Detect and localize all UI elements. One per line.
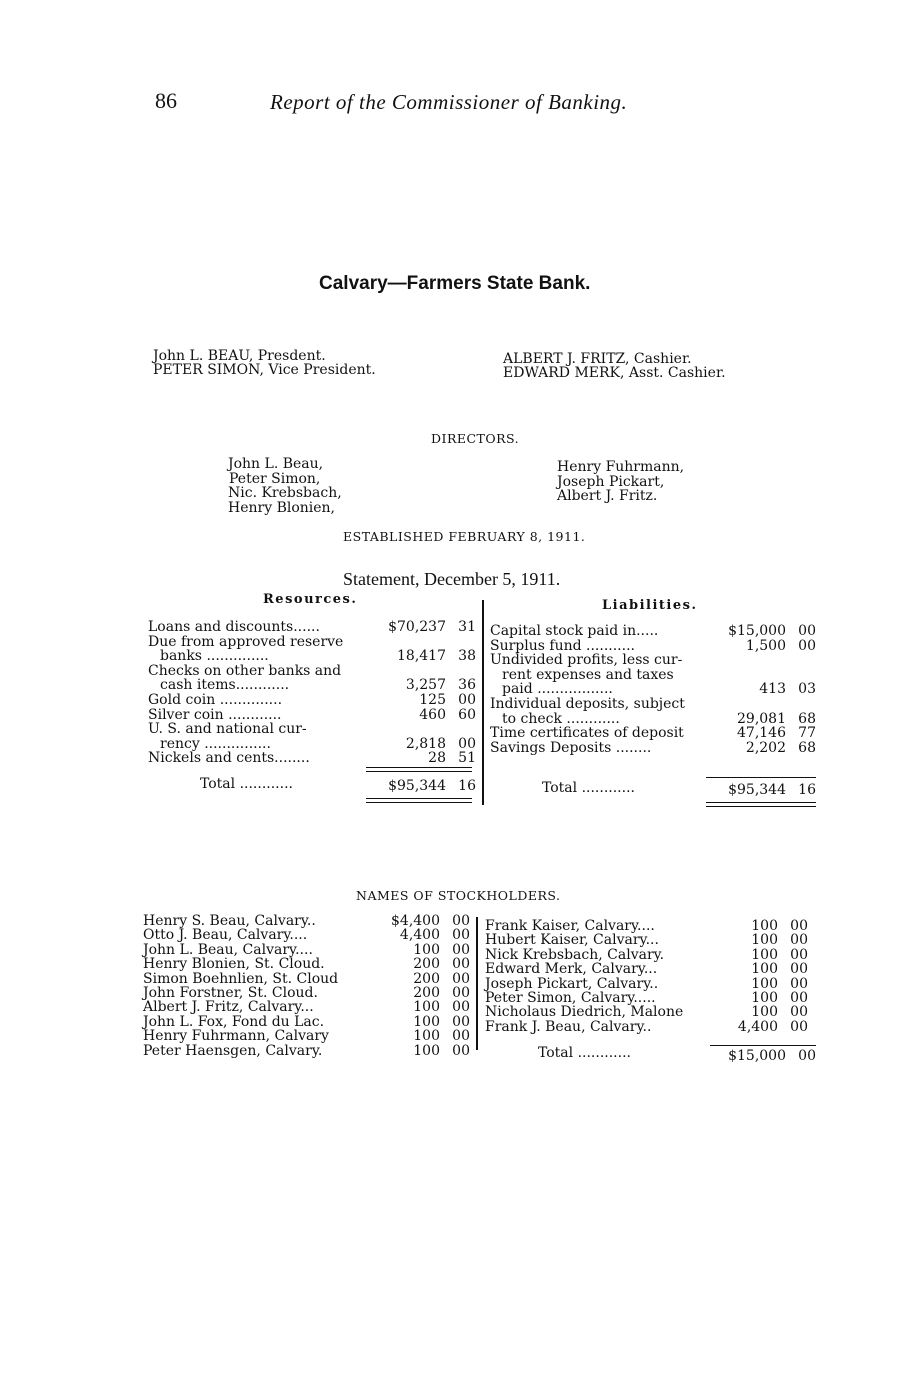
liabilities-rule bbox=[706, 806, 816, 807]
amount-cents: 00 bbox=[452, 1013, 470, 1030]
amount-cents: 00 bbox=[790, 946, 808, 963]
amount-dollars: 4,400 bbox=[737, 1018, 778, 1035]
amount bbox=[696, 682, 816, 697]
amount bbox=[350, 986, 470, 1001]
director-name: Henry Blonien, bbox=[228, 499, 336, 516]
amount bbox=[350, 957, 470, 972]
amount-dollars: 100 bbox=[413, 999, 440, 1016]
resources-total-amount bbox=[356, 779, 476, 794]
amount-dollars: 100 bbox=[751, 1004, 778, 1021]
amount-cents: 16 bbox=[798, 782, 816, 798]
established-date: ESTABLISHED FEBRUARY 8, 1911. bbox=[343, 529, 586, 544]
amount bbox=[688, 1020, 808, 1035]
stockholders-heading: NAMES OF STOCKHOLDERS. bbox=[356, 888, 561, 903]
amount-cents: 00 bbox=[458, 692, 476, 708]
amount bbox=[696, 639, 816, 654]
stockholder-name: Joseph Pickart, Calvary.. bbox=[485, 975, 659, 992]
statement-title: Statement, December 5, 1911. bbox=[343, 569, 561, 589]
amount-cents: 00 bbox=[452, 985, 470, 1001]
amount-cents: 00 bbox=[790, 961, 808, 978]
directors-right bbox=[557, 460, 684, 504]
stockholder-name: Henry S. Beau, Calvary.. bbox=[143, 913, 316, 929]
amount-cents: 38 bbox=[458, 648, 476, 665]
amount bbox=[350, 1000, 470, 1015]
amount bbox=[356, 708, 476, 723]
officer-cashier: ALBERT J. FRITZ, Cashier. bbox=[503, 351, 692, 367]
resource-label: Silver coin ............ bbox=[148, 706, 282, 723]
amount-dollars: $15,000 bbox=[728, 1048, 786, 1064]
amount-cents: 00 bbox=[452, 970, 470, 987]
liabilities-total-label: Total ............ bbox=[542, 780, 635, 796]
liabilities-rule bbox=[706, 777, 816, 778]
liability-label: rent expenses and taxes bbox=[502, 666, 674, 683]
amount-dollars: 100 bbox=[751, 961, 778, 978]
amount-cents: 00 bbox=[798, 1048, 816, 1064]
amount-dollars: $95,344 bbox=[728, 782, 786, 798]
amount bbox=[350, 928, 470, 943]
amount bbox=[688, 977, 808, 992]
amount-cents: 00 bbox=[798, 623, 816, 639]
liabilities-rule bbox=[706, 802, 816, 803]
amount-dollars: 100 bbox=[413, 1028, 440, 1045]
amount bbox=[356, 693, 476, 708]
resources-rule bbox=[366, 802, 472, 803]
liability-label: Savings Deposits ........ bbox=[490, 739, 652, 756]
stockholders-rule bbox=[710, 1045, 816, 1046]
amount bbox=[356, 737, 476, 752]
stockholder-name: Edward Merk, Calvary... bbox=[485, 961, 658, 978]
stockholder-name: John L. Fox, Fond du Lac. bbox=[143, 1013, 325, 1030]
amount-cents: 00 bbox=[790, 918, 808, 934]
amount-dollars: 29,081 bbox=[737, 710, 786, 727]
amount bbox=[350, 943, 470, 958]
stockholder-name: Henry Fuhrmann, Calvary bbox=[143, 1028, 329, 1045]
amount-dollars: 100 bbox=[751, 990, 778, 1006]
amount bbox=[688, 991, 808, 1006]
amount-dollars: 413 bbox=[759, 681, 786, 698]
amount-cents: 00 bbox=[452, 913, 470, 929]
liability-label: Time certificates of deposit bbox=[490, 725, 684, 742]
amount bbox=[356, 678, 476, 693]
amount bbox=[696, 741, 816, 756]
amount-dollars: 100 bbox=[413, 1013, 440, 1030]
amount-cents: 77 bbox=[798, 725, 816, 742]
stockholder-name: Albert J. Fritz, Calvary... bbox=[143, 999, 314, 1016]
amount-cents: 03 bbox=[798, 681, 816, 698]
liabilities-total-amount bbox=[696, 783, 816, 798]
amount-dollars: $4,400 bbox=[391, 913, 440, 929]
amount-dollars: 100 bbox=[413, 1042, 440, 1059]
amount-cents: 00 bbox=[452, 1028, 470, 1045]
amount bbox=[350, 1015, 470, 1030]
resource-label: U. S. and national cur- bbox=[148, 721, 307, 738]
amount-cents: 00 bbox=[452, 927, 470, 944]
amount bbox=[350, 972, 470, 987]
resources-rule bbox=[366, 798, 472, 799]
resource-label: Gold coin .............. bbox=[148, 692, 283, 708]
stockholder-name: Hubert Kaiser, Calvary... bbox=[485, 932, 659, 949]
bank-title: Calvary—Farmers State Bank. bbox=[319, 273, 591, 294]
amount-dollars: 200 bbox=[413, 985, 440, 1001]
resources-total-label: Total ............ bbox=[200, 776, 293, 792]
amount-cents: 00 bbox=[790, 975, 808, 992]
officer-vice-president: PETER SIMON, Vice President. bbox=[153, 362, 376, 378]
amount bbox=[688, 948, 808, 963]
resource-label: Loans and discounts...... bbox=[148, 619, 320, 635]
amount-dollars: 100 bbox=[413, 941, 440, 958]
amount-dollars: 4,400 bbox=[399, 927, 440, 944]
liability-label: Undivided profits, less cur- bbox=[490, 652, 683, 669]
stockholder-name: Frank J. Beau, Calvary.. bbox=[485, 1018, 652, 1035]
amount bbox=[696, 712, 816, 727]
amount bbox=[688, 962, 808, 977]
amount-cents: 51 bbox=[458, 750, 476, 767]
director-name: Nic. Krebsbach, bbox=[228, 485, 342, 501]
amount bbox=[350, 1044, 470, 1059]
amount-dollars: 28 bbox=[428, 750, 446, 767]
amount-dollars: 125 bbox=[419, 692, 446, 708]
amount-dollars: 1,500 bbox=[745, 637, 786, 654]
amount bbox=[350, 914, 470, 929]
amount bbox=[696, 726, 816, 741]
amount-dollars: 2,202 bbox=[745, 739, 786, 756]
resource-label: Nickels and cents........ bbox=[148, 750, 310, 767]
resources-rule bbox=[366, 767, 472, 768]
liability-label: Surplus fund ........... bbox=[490, 637, 635, 654]
directors-left bbox=[228, 457, 342, 515]
amount-dollars: $15,000 bbox=[728, 623, 786, 639]
stockholder-name: Simon Boehnlien, St. Cloud bbox=[143, 970, 339, 987]
resources-heading: Resources. bbox=[263, 592, 358, 607]
director-name: Joseph Pickart, bbox=[557, 473, 665, 490]
amount-cents: 68 bbox=[798, 710, 816, 727]
officer-president: John L. BEAU, Presdent. bbox=[153, 348, 326, 364]
amount-cents: 00 bbox=[790, 1018, 808, 1035]
amount-cents: 00 bbox=[452, 956, 470, 973]
amount-cents: 00 bbox=[452, 999, 470, 1016]
amount-cents: 36 bbox=[458, 677, 476, 694]
stockholder-name: Peter Simon, Calvary..... bbox=[485, 990, 656, 1006]
amount-dollars: 47,146 bbox=[737, 725, 786, 742]
amount-dollars: 3,257 bbox=[405, 677, 446, 694]
resource-label: rency ............... bbox=[160, 735, 271, 752]
resource-label: cash items............ bbox=[160, 677, 290, 694]
amount bbox=[688, 1005, 808, 1020]
amount-cents: 60 bbox=[458, 706, 476, 723]
amount-dollars: $95,344 bbox=[388, 778, 446, 794]
amount-cents: 00 bbox=[798, 637, 816, 654]
amount-cents: 00 bbox=[790, 1004, 808, 1021]
amount bbox=[696, 624, 816, 639]
liability-label: paid ................. bbox=[502, 681, 613, 698]
resource-label: Due from approved reserve bbox=[148, 633, 344, 650]
officer-asst-cashier: EDWARD MERK, Asst. Cashier. bbox=[503, 365, 726, 381]
amount-cents: 16 bbox=[458, 778, 476, 794]
stockholder-name: Peter Haensgen, Calvary. bbox=[143, 1042, 323, 1059]
stockholders-total-label: Total ............ bbox=[538, 1045, 631, 1061]
amount bbox=[350, 1029, 470, 1044]
resources-rule bbox=[366, 771, 472, 772]
stockholder-name: Henry Blonien, St. Cloud. bbox=[143, 956, 325, 973]
amount-cents: 00 bbox=[790, 932, 808, 949]
amount-cents: 00 bbox=[790, 990, 808, 1006]
amount bbox=[688, 933, 808, 948]
statement-divider bbox=[482, 600, 484, 805]
amount-dollars: 460 bbox=[419, 706, 446, 723]
stockholder-name: Frank Kaiser, Calvary.... bbox=[485, 918, 655, 934]
director-name: Peter Simon, bbox=[229, 470, 321, 487]
officers-right bbox=[503, 352, 726, 380]
amount bbox=[356, 649, 476, 664]
amount-dollars: 100 bbox=[751, 946, 778, 963]
amount bbox=[688, 919, 808, 934]
amount-cents: 00 bbox=[458, 735, 476, 752]
liability-label: to check ............ bbox=[502, 710, 620, 727]
stockholder-name: Otto J. Beau, Calvary.... bbox=[143, 927, 308, 944]
stockholder-name: Nick Krebsbach, Calvary. bbox=[485, 946, 665, 963]
stockholders-divider bbox=[476, 917, 478, 1050]
amount-dollars: 2,818 bbox=[405, 735, 446, 752]
liability-label: Capital stock paid in..... bbox=[490, 623, 659, 639]
amount-cents: 00 bbox=[452, 1042, 470, 1059]
page-number: 86 bbox=[155, 88, 177, 113]
amount-cents: 31 bbox=[458, 619, 476, 635]
amount-dollars: 100 bbox=[751, 918, 778, 934]
amount-dollars: 200 bbox=[413, 970, 440, 987]
amount-cents: 00 bbox=[452, 941, 470, 958]
amount bbox=[356, 751, 476, 766]
director-name: John L. Beau, bbox=[228, 456, 324, 472]
running-title: Report of the Commissioner of Banking. bbox=[270, 90, 628, 114]
liability-label: Individual deposits, subject bbox=[490, 696, 685, 712]
stockholder-name: Nicholaus Diedrich, Malone bbox=[485, 1004, 684, 1021]
amount-cents: 68 bbox=[798, 739, 816, 756]
amount bbox=[356, 620, 476, 635]
resource-label: Checks on other banks and bbox=[148, 662, 342, 679]
director-name: Albert J. Fritz. bbox=[557, 488, 658, 504]
amount-dollars: $70,237 bbox=[388, 619, 446, 635]
amount-dollars: 100 bbox=[751, 932, 778, 949]
liabilities-heading: Liabilities. bbox=[602, 598, 698, 613]
amount-dollars: 18,417 bbox=[397, 648, 446, 665]
directors-heading: DIRECTORS. bbox=[431, 431, 520, 446]
officers-left bbox=[153, 349, 376, 377]
amount-dollars: 100 bbox=[751, 975, 778, 992]
resource-label: banks .............. bbox=[160, 648, 269, 665]
stockholder-name: John L. Beau, Calvary.... bbox=[143, 941, 313, 958]
stockholders-total-amount bbox=[696, 1049, 816, 1064]
amount-dollars: 200 bbox=[413, 956, 440, 973]
stockholder-name: John Forstner, St. Cloud. bbox=[143, 985, 318, 1001]
director-name: Henry Fuhrmann, bbox=[557, 459, 685, 475]
